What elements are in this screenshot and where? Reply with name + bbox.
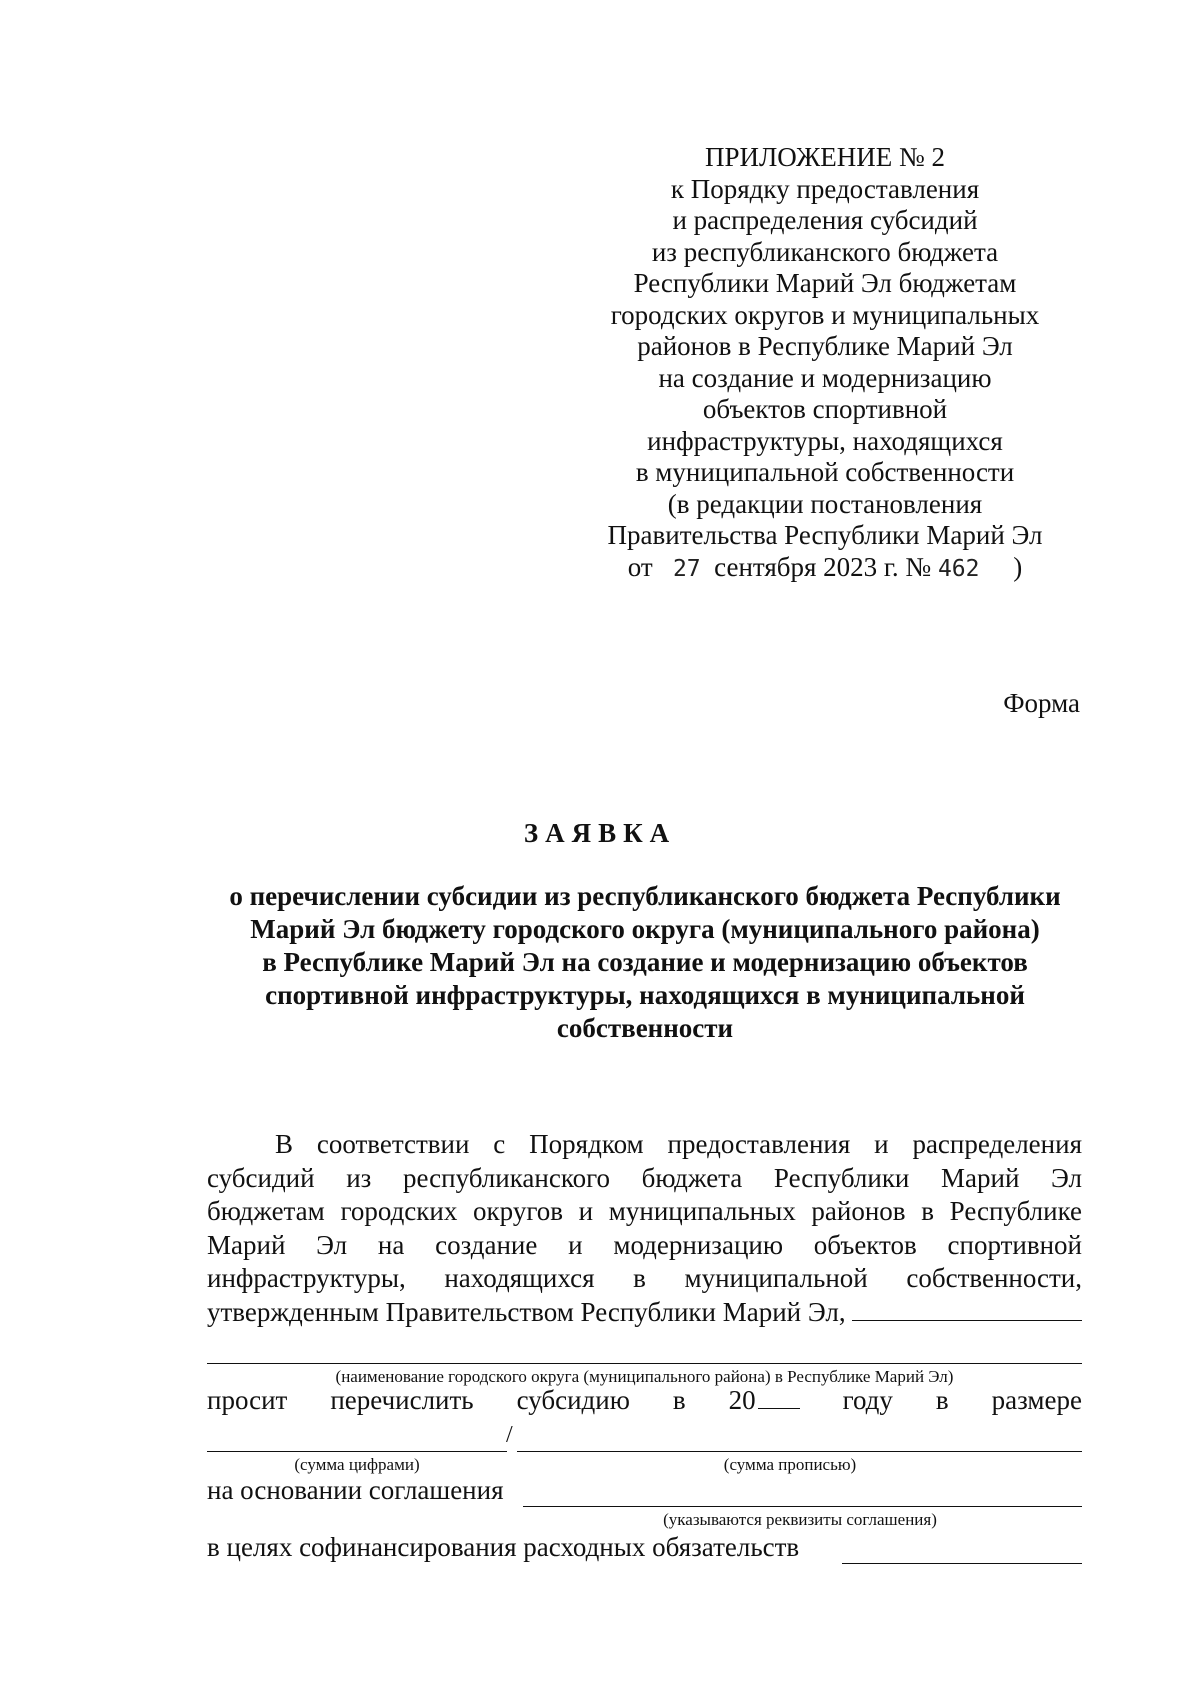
body-last-line-row	[207, 1296, 1082, 1330]
appendix-line: Правительства Республики Марий Эл	[607, 520, 1043, 550]
appendix-line: Республики Марий Эл бюджетам	[633, 268, 1017, 298]
blank-field-sum-digits[interactable]	[207, 1451, 507, 1452]
blank-field-purpose[interactable]	[842, 1563, 1082, 1564]
sum-separator: /	[506, 1422, 513, 1448]
date-day: 27	[672, 555, 701, 582]
appendix-line: (в редакции постановления	[667, 488, 983, 519]
request-word: перечислить	[330, 1385, 474, 1415]
appendix-line: городских округов и муниципальных	[610, 299, 1040, 330]
appendix-line: к Порядку предоставления	[670, 173, 980, 204]
subtitle-line: в Республике Марий Эл на создание и модернизацию объектов	[262, 947, 1028, 977]
date-text: сентября 2023 г. №	[714, 551, 932, 582]
date-close: )	[1013, 551, 1023, 582]
appendix-line: из республиканского бюджета	[651, 236, 999, 267]
request-word: субсидию	[516, 1385, 630, 1415]
appendix-line: объектов спортивной	[702, 394, 948, 424]
year-prefix: 20	[728, 1385, 756, 1415]
blank-field-municipality[interactable]	[207, 1363, 1082, 1364]
subtitle-line: о перечислении субсидии из республиканского бюджета Республики	[229, 881, 1061, 911]
date-prefix: от	[627, 551, 653, 582]
appendix-line: и распределения субсидий	[672, 205, 978, 235]
appendix-header	[590, 142, 1060, 585]
caption-municipality: (наименование городского округа (муниципального района) в Республике Марий Эл)	[335, 1367, 954, 1386]
blank-field-municipality-start[interactable]	[852, 1296, 1082, 1321]
body-last-line: утвержденным Правительством Республики Марий Эл,	[207, 1296, 846, 1327]
request-word: в	[935, 1385, 949, 1415]
request-word: просит	[207, 1385, 288, 1415]
resolution-number: 462	[937, 555, 980, 582]
body-line: субсидий из республиканского бюджета Республики Марий Эл	[207, 1162, 1082, 1193]
purpose-label: в целях софинансирования расходных обязательств	[207, 1532, 800, 1562]
document-title: ЗАЯВКА	[523, 818, 677, 848]
appendix-title: ПРИЛОЖЕНИЕ № 2	[704, 142, 946, 172]
body-line: бюджетам городских округов и муниципальных районов в Республике	[207, 1196, 1082, 1226]
caption-agreement: (указываются реквизиты соглашения)	[663, 1510, 937, 1529]
request-row	[207, 1385, 1082, 1416]
blank-field-sum-words[interactable]	[517, 1451, 1082, 1452]
request-word: в	[672, 1385, 686, 1415]
request-word: размере	[991, 1385, 1082, 1415]
subtitle-line: спортивной инфраструктуры, находящихся в муниципальной	[265, 980, 1025, 1010]
subtitle-line: Марий Эл бюджету городского округа (муниципального района)	[250, 914, 1040, 944]
caption-sum-digits: (сумма цифрами)	[294, 1455, 420, 1474]
body-line: Марий Эл на создание и модернизацию объектов спортивной	[207, 1229, 1082, 1260]
appendix-line: на создание и модернизацию	[658, 362, 992, 393]
agreement-label: на основании соглашения	[207, 1475, 504, 1505]
document-subtitle	[200, 880, 1090, 1045]
appendix-line: в муниципальной собственности	[635, 457, 1015, 487]
appendix-line: районов в Республике Марий Эл	[637, 331, 1013, 361]
body-line: инфраструктуры, находящихся в муниципальной собственности,	[207, 1263, 1082, 1293]
request-word: году	[842, 1385, 893, 1415]
caption-sum-words: (сумма прописью)	[723, 1455, 857, 1474]
body-paragraph	[207, 1128, 1082, 1329]
blank-field-agreement[interactable]	[523, 1506, 1082, 1507]
form-label: Форма	[1003, 688, 1080, 718]
year-blank-field[interactable]	[758, 1408, 800, 1409]
appendix-date-line	[590, 552, 1060, 586]
body-line: В соответствии с Порядком предоставления и распределения	[275, 1129, 1082, 1159]
subtitle-line: собственности	[556, 1013, 734, 1043]
appendix-line: инфраструктуры, находящихся	[647, 425, 1003, 456]
year-group	[729, 1385, 800, 1416]
